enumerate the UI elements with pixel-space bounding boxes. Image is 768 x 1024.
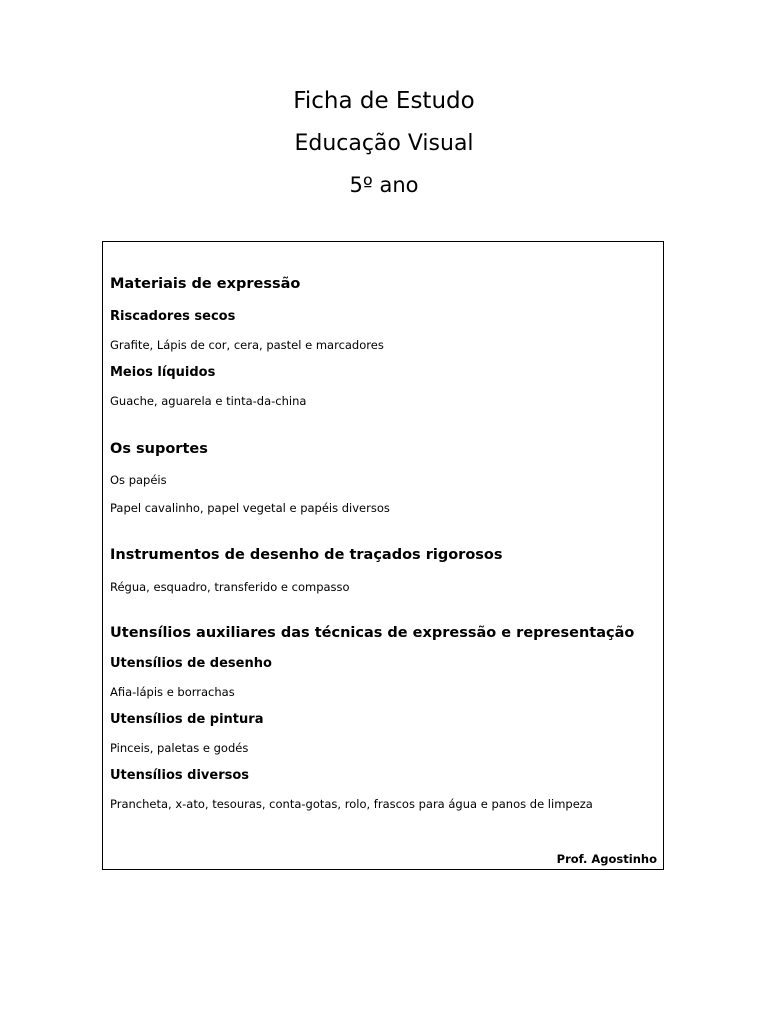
section-heading-instrumentos: Instrumentos de desenho de traçados rigorosos xyxy=(110,547,503,563)
study-sheet-box xyxy=(102,241,664,870)
section-heading-materiais: Materiais de expressão xyxy=(110,276,301,292)
text-pintura: Pinceis, paletas e godés xyxy=(110,741,249,755)
text-meios-liquidos: Guache, aguarela e tinta-da-china xyxy=(110,394,307,408)
text-riscadores: Grafite, Lápis de cor, cera, pastel e marcadores xyxy=(110,338,384,352)
page-title: Ficha de Estudo xyxy=(293,88,475,114)
subject-title: Educação Visual xyxy=(294,131,474,156)
section-heading-suportes: Os suportes xyxy=(110,441,208,457)
subheading-diversos: Utensílios diversos xyxy=(110,768,250,783)
text-instrumentos: Régua, esquadro, transferido e compasso xyxy=(110,580,350,594)
subheading-pintura: Utensílios de pintura xyxy=(110,712,264,727)
subheading-riscadores: Riscadores secos xyxy=(110,309,236,324)
grade-title: 5º ano xyxy=(349,173,419,197)
subheading-desenho: Utensílios de desenho xyxy=(110,656,272,671)
text-diversos: Prancheta, x-ato, tesouras, conta-gotas, rolo, frascos para água e panos de limpeza xyxy=(110,797,593,811)
subheading-meios-liquidos: Meios líquidos xyxy=(110,365,216,380)
text-papeis: Papel cavalinho, papel vegetal e papéis diversos xyxy=(110,501,390,515)
section-heading-utensilios: Utensílios auxiliares das técnicas de expressão e representação xyxy=(110,625,635,641)
text-desenho: Afia-lápis e borrachas xyxy=(110,685,235,699)
author-signature: Prof. Agostinho xyxy=(556,852,657,866)
subheading-papeis: Os papéis xyxy=(110,473,167,487)
